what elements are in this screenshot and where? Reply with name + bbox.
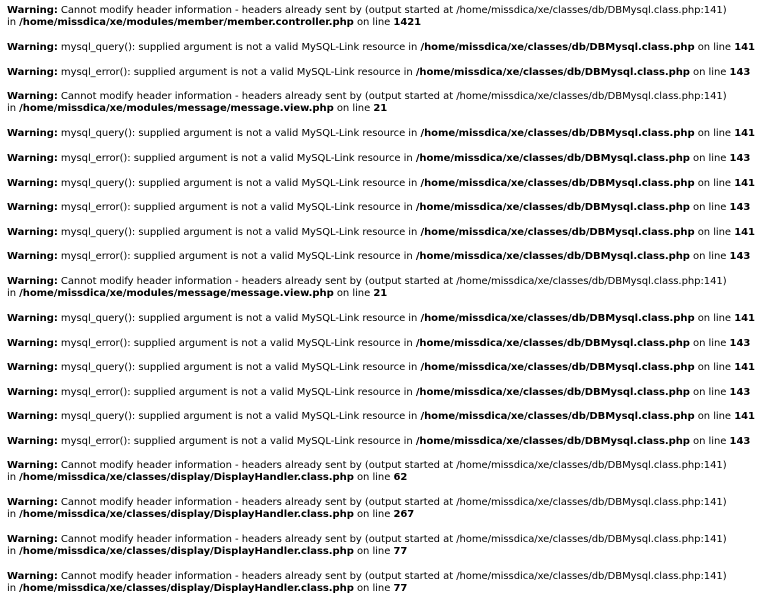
warning-entry: [7, 128, 755, 140]
warning-message: mysql_query(): supplied argument is not a valid MySQL-Link resource in: [60, 362, 418, 373]
warning-message: mysql_error(): supplied argument is not a valid MySQL-Link resource in: [60, 251, 413, 262]
warning-label: Warning:: [7, 153, 58, 164]
warning-entry: [7, 436, 750, 448]
warning-entry: [7, 227, 755, 239]
warning-entry: [7, 251, 750, 263]
warning-file-path: /home/missdica/xe/classes/db/DBMysql.class.php: [415, 436, 690, 447]
warning-label: Warning:: [7, 362, 58, 373]
warning-file-path: /home/missdica/xe/modules/message/message.view.php: [19, 103, 334, 114]
on-line-label: on line: [356, 583, 391, 594]
on-line-label: on line: [697, 178, 732, 189]
warning-label: Warning:: [7, 534, 58, 545]
warning-message: mysql_query(): supplied argument is not a valid MySQL-Link resource in: [60, 227, 418, 238]
on-line-label: on line: [693, 67, 727, 78]
warning-message: mysql_error(): supplied argument is not a valid MySQL-Link resource in: [60, 338, 413, 349]
warning-file-path: /home/missdica/xe/classes/db/DBMysql.class.php: [415, 251, 690, 262]
warning-line-number: 141: [734, 128, 755, 139]
on-line-label: on line: [693, 436, 727, 447]
on-line-label: on line: [693, 153, 727, 164]
warning-label: Warning:: [7, 251, 58, 262]
warning-line-number: 143: [729, 387, 751, 398]
warning-file-path: /home/missdica/xe/classes/db/DBMysql.class.php: [415, 153, 690, 164]
warning-label: Warning:: [7, 436, 58, 447]
warning-label: Warning:: [7, 5, 58, 16]
warning-file-path: /home/missdica/xe/classes/display/DisplayHandler.class.php: [19, 583, 354, 594]
warning-message: mysql_error(): supplied argument is not a valid MySQL-Link resource in: [60, 67, 413, 78]
warning-entry: [7, 338, 750, 350]
warning-file-path: /home/missdica/xe/classes/db/DBMysql.class.php: [415, 202, 690, 213]
on-line-label: on line: [697, 313, 732, 324]
warning-label: Warning:: [7, 460, 58, 471]
warning-entry: [7, 153, 750, 165]
warning-entry: [7, 571, 727, 595]
warning-entry: [7, 411, 755, 423]
warning-line-number: 143: [729, 202, 751, 213]
on-line-label: on line: [356, 546, 391, 557]
on-line-label: on line: [697, 362, 732, 373]
on-line-label: on line: [693, 387, 727, 398]
on-line-label: on line: [697, 42, 732, 53]
warning-message: Cannot modify header information - headers already sent by (output started at /home/missdica/xe/classes/db/DBMysql.class.php:141): [60, 276, 727, 287]
in-label: in: [7, 546, 17, 557]
warning-entry: [7, 67, 750, 79]
warning-file-path: /home/missdica/xe/modules/member/member.controller.php: [19, 17, 354, 28]
warning-message: Cannot modify header information - headers already sent by (output started at /home/missdica/xe/classes/db/DBMysql.class.php:141): [60, 497, 727, 508]
warning-message: Cannot modify header information - headers already sent by (output started at /home/missdica/xe/classes/db/DBMysql.class.php:141): [60, 534, 727, 545]
warning-message: mysql_query(): supplied argument is not a valid MySQL-Link resource in: [60, 411, 418, 422]
warning-line-number: 143: [729, 153, 751, 164]
warning-file-path: /home/missdica/xe/modules/message/message.view.php: [19, 288, 334, 299]
warning-message: Cannot modify header information - headers already sent by (output started at /home/missdica/xe/classes/db/DBMysql.class.php:141): [60, 91, 727, 102]
on-line-label: on line: [693, 251, 727, 262]
warning-entry: [7, 387, 750, 399]
warning-message: Cannot modify header information - headers already sent by (output started at /home/missdica/xe/classes/db/DBMysql.class.php:141): [60, 460, 727, 471]
warning-label: Warning:: [7, 227, 58, 238]
warning-message: mysql_query(): supplied argument is not a valid MySQL-Link resource in: [60, 178, 418, 189]
warning-line-number: 143: [729, 338, 751, 349]
on-line-label: on line: [356, 472, 391, 483]
on-line-label: on line: [693, 338, 727, 349]
warning-message: mysql_query(): supplied argument is not a valid MySQL-Link resource in: [60, 128, 418, 139]
warning-file-path: /home/missdica/xe/classes/db/DBMysql.class.php: [415, 338, 690, 349]
warning-line-number: 143: [729, 251, 751, 262]
warning-label: Warning:: [7, 128, 58, 139]
warning-label: Warning:: [7, 313, 58, 324]
warning-message: Cannot modify header information - headers already sent by (output started at /home/missdica/xe/classes/db/DBMysql.class.php:141): [60, 5, 727, 16]
warning-line-number: 267: [393, 509, 415, 520]
warning-message: Cannot modify header information - headers already sent by (output started at /home/missdica/xe/classes/db/DBMysql.class.php:141): [60, 571, 727, 582]
warning-entry: [7, 460, 727, 484]
on-line-label: on line: [697, 128, 732, 139]
warning-line-number: 21: [373, 288, 388, 299]
warning-file-path: /home/missdica/xe/classes/db/DBMysql.class.php: [420, 128, 695, 139]
on-line-label: on line: [697, 227, 732, 238]
in-label: in: [7, 472, 17, 483]
warning-file-path: /home/missdica/xe/classes/db/DBMysql.class.php: [420, 42, 695, 53]
warning-entry: [7, 276, 727, 300]
warning-file-path: /home/missdica/xe/classes/db/DBMysql.class.php: [420, 411, 695, 422]
warning-label: Warning:: [7, 202, 58, 213]
warning-entry: [7, 178, 755, 190]
on-line-label: on line: [356, 17, 391, 28]
warning-entry: [7, 202, 750, 214]
warning-label: Warning:: [7, 42, 58, 53]
warning-file-path: /home/missdica/xe/classes/db/DBMysql.class.php: [420, 313, 695, 324]
warning-entry: [7, 497, 727, 521]
warning-label: Warning:: [7, 67, 58, 78]
warning-line-number: 141: [734, 313, 755, 324]
warning-file-path: /home/missdica/xe/classes/display/DisplayHandler.class.php: [19, 546, 354, 557]
on-line-label: on line: [693, 202, 727, 213]
on-line-label: on line: [336, 288, 371, 299]
in-label: in: [7, 288, 17, 299]
warning-file-path: /home/missdica/xe/classes/db/DBMysql.class.php: [420, 178, 695, 189]
warning-entry: [7, 534, 727, 558]
warning-label: Warning:: [7, 387, 58, 398]
warning-entry: [7, 313, 755, 325]
warning-line-number: 143: [729, 436, 751, 447]
in-label: in: [7, 103, 17, 114]
warning-line-number: 141: [734, 227, 755, 238]
warning-label: Warning:: [7, 276, 58, 287]
warning-label: Warning:: [7, 497, 58, 508]
warning-entry: [7, 91, 727, 115]
warning-label: Warning:: [7, 571, 58, 582]
warning-line-number: 1421: [393, 17, 422, 28]
warning-label: Warning:: [7, 411, 58, 422]
warning-entry: [7, 362, 755, 374]
warning-message: mysql_error(): supplied argument is not a valid MySQL-Link resource in: [60, 153, 413, 164]
warning-message: mysql_query(): supplied argument is not a valid MySQL-Link resource in: [60, 42, 418, 53]
warning-label: Warning:: [7, 91, 58, 102]
on-line-label: on line: [697, 411, 732, 422]
warning-message: mysql_error(): supplied argument is not a valid MySQL-Link resource in: [60, 202, 413, 213]
warning-label: Warning:: [7, 338, 58, 349]
warning-line-number: 62: [393, 472, 408, 483]
in-label: in: [7, 583, 17, 594]
warning-label: Warning:: [7, 178, 58, 189]
warning-line-number: 141: [734, 362, 755, 373]
in-label: in: [7, 509, 17, 520]
warning-entry: [7, 42, 755, 54]
warning-line-number: 143: [729, 67, 751, 78]
warning-file-path: /home/missdica/xe/classes/db/DBMysql.class.php: [420, 227, 695, 238]
warning-file-path: /home/missdica/xe/classes/display/DisplayHandler.class.php: [19, 472, 354, 483]
warning-message: mysql_query(): supplied argument is not a valid MySQL-Link resource in: [60, 313, 418, 324]
warning-file-path: /home/missdica/xe/classes/db/DBMysql.class.php: [420, 362, 695, 373]
warning-entry: [7, 5, 727, 29]
warning-line-number: 141: [734, 178, 755, 189]
warning-line-number: 77: [393, 583, 408, 594]
warning-line-number: 141: [734, 411, 755, 422]
warning-file-path: /home/missdica/xe/classes/db/DBMysql.class.php: [415, 387, 690, 398]
warning-file-path: /home/missdica/xe/classes/display/DisplayHandler.class.php: [19, 509, 354, 520]
on-line-label: on line: [356, 509, 391, 520]
warning-file-path: /home/missdica/xe/classes/db/DBMysql.class.php: [415, 67, 690, 78]
warning-line-number: 141: [734, 42, 755, 53]
warning-line-number: 77: [393, 546, 408, 557]
warning-message: mysql_error(): supplied argument is not a valid MySQL-Link resource in: [60, 436, 413, 447]
warning-line-number: 21: [373, 103, 388, 114]
on-line-label: on line: [336, 103, 371, 114]
in-label: in: [7, 17, 17, 28]
warning-message: mysql_error(): supplied argument is not a valid MySQL-Link resource in: [60, 387, 413, 398]
